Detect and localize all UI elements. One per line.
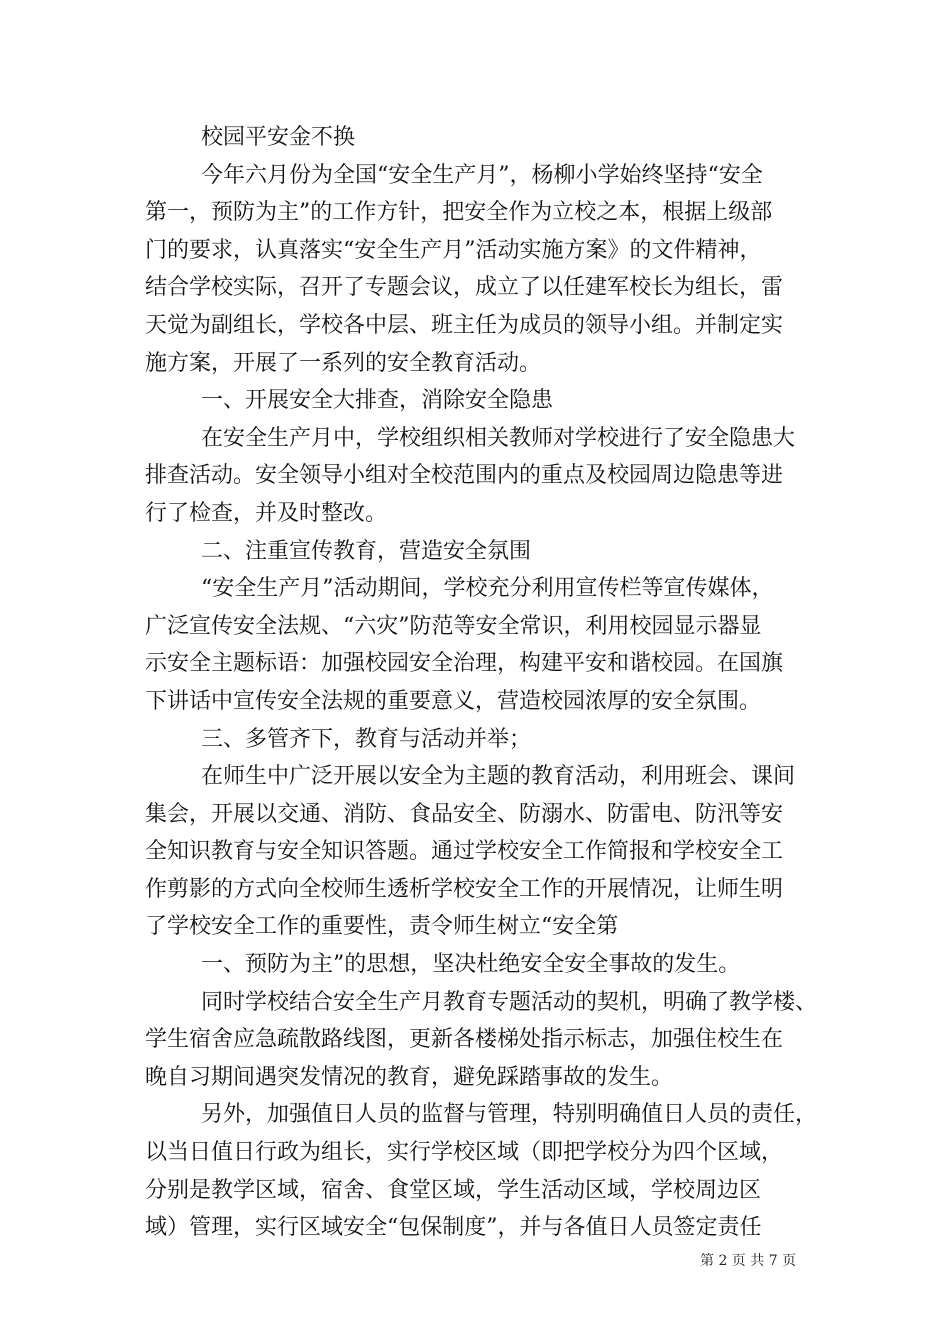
section-heading: 三、多管齐下，教育与活动并举；	[201, 726, 532, 752]
paragraph-line: 今年六月份为全国“安全生产月”，杨柳小学始终坚持“安全	[201, 162, 763, 188]
paragraph-line: 晚自习期间遇突发情况的教育，避免踩踏事故的发生。	[145, 1064, 674, 1090]
paragraph-line: 同时学校结合安全生产月教育专题活动的契机，明确了教学楼、	[201, 989, 818, 1015]
paragraph-line: 在师生中广泛开展以安全为主题的教育活动，利用班会、课间	[201, 764, 796, 790]
paragraph-line: 施方案，开展了一系列的安全教育活动。	[145, 350, 542, 376]
paragraph-line: 广泛宣传安全法规、“六灾”防范等安全常识，利用校园显示器显	[145, 613, 762, 639]
paragraph-line: 分别是教学区域，宿舍、食堂区域，学生活动区域，学校周边区	[145, 1177, 762, 1203]
paragraph-line: 了学校安全工作的重要性，责令师生树立“安全第	[145, 914, 619, 940]
paragraph-line: 在安全生产月中，学校组织相关教师对学校进行了安全隐患大	[201, 425, 796, 451]
paragraph-line: 行了检查，并及时整改。	[145, 500, 388, 526]
page-number: 第 2 页 共 7 页	[700, 1253, 797, 1269]
document-title: 校园平安金不换	[201, 125, 356, 150]
paragraph-line: 第一，预防为主”的工作方针，把安全作为立校之本，根据上级部	[145, 200, 773, 226]
document-body	[145, 119, 825, 1247]
paragraph-line: 集会，开展以交通、消防、食品安全、防溺水、防雷电、防汛等安	[145, 801, 784, 827]
paragraph-line: 一、预防为主”的思想，坚决杜绝安全安全事故的发生。	[201, 952, 741, 978]
section-heading: 二、注重宣传教育，营造安全氛围	[201, 538, 532, 564]
paragraph-line: “安全生产月”活动期间，学校充分利用宣传栏等宣传媒体，	[201, 576, 774, 602]
paragraph-line: 门的要求，认真落实“安全生产月”活动实施方案》的文件精神，	[145, 237, 762, 263]
paragraph-line: 示安全主题标语：加强校园安全治理，构建平安和谐校园。在国旗	[145, 651, 784, 677]
paragraph-line: 下讲话中宣传安全法规的重要意义，营造校园浓厚的安全氛围。	[145, 688, 762, 714]
paragraph-line: 结合学校实际，召开了专题会议，成立了以任建军校长为组长，雷	[145, 275, 784, 301]
paragraph-line: 域）管理，实行区域安全“包保制度”，并与各值日人员签定责任	[145, 1215, 762, 1241]
paragraph-line: 作剪影的方式向全校师生透析学校安全工作的开展情况，让师生明	[145, 876, 784, 902]
paragraph-line: 天觉为副组长，学校各中层、班主任为成员的领导小组。并制定实	[145, 312, 784, 338]
paragraph-line: 以当日值日行政为组长，实行学校区域（即把学校分为四个区域，	[145, 1140, 784, 1166]
paragraph-line: 学生宿舍应急疏散路线图，更新各楼梯处指示标志，加强住校生在	[145, 1027, 784, 1053]
paragraph-line: 另外，加强值日人员的监督与管理，特别明确值日人员的责任，	[201, 1102, 818, 1128]
paragraph-line: 全知识教育与安全知识答题。通过学校安全工作简报和学校安全工	[145, 839, 784, 865]
paragraph-line: 排查活动。安全领导小组对全校范围内的重点及校园周边隐患等进	[145, 463, 784, 489]
section-heading: 一、开展安全大排查，消除安全隐患	[201, 388, 554, 414]
